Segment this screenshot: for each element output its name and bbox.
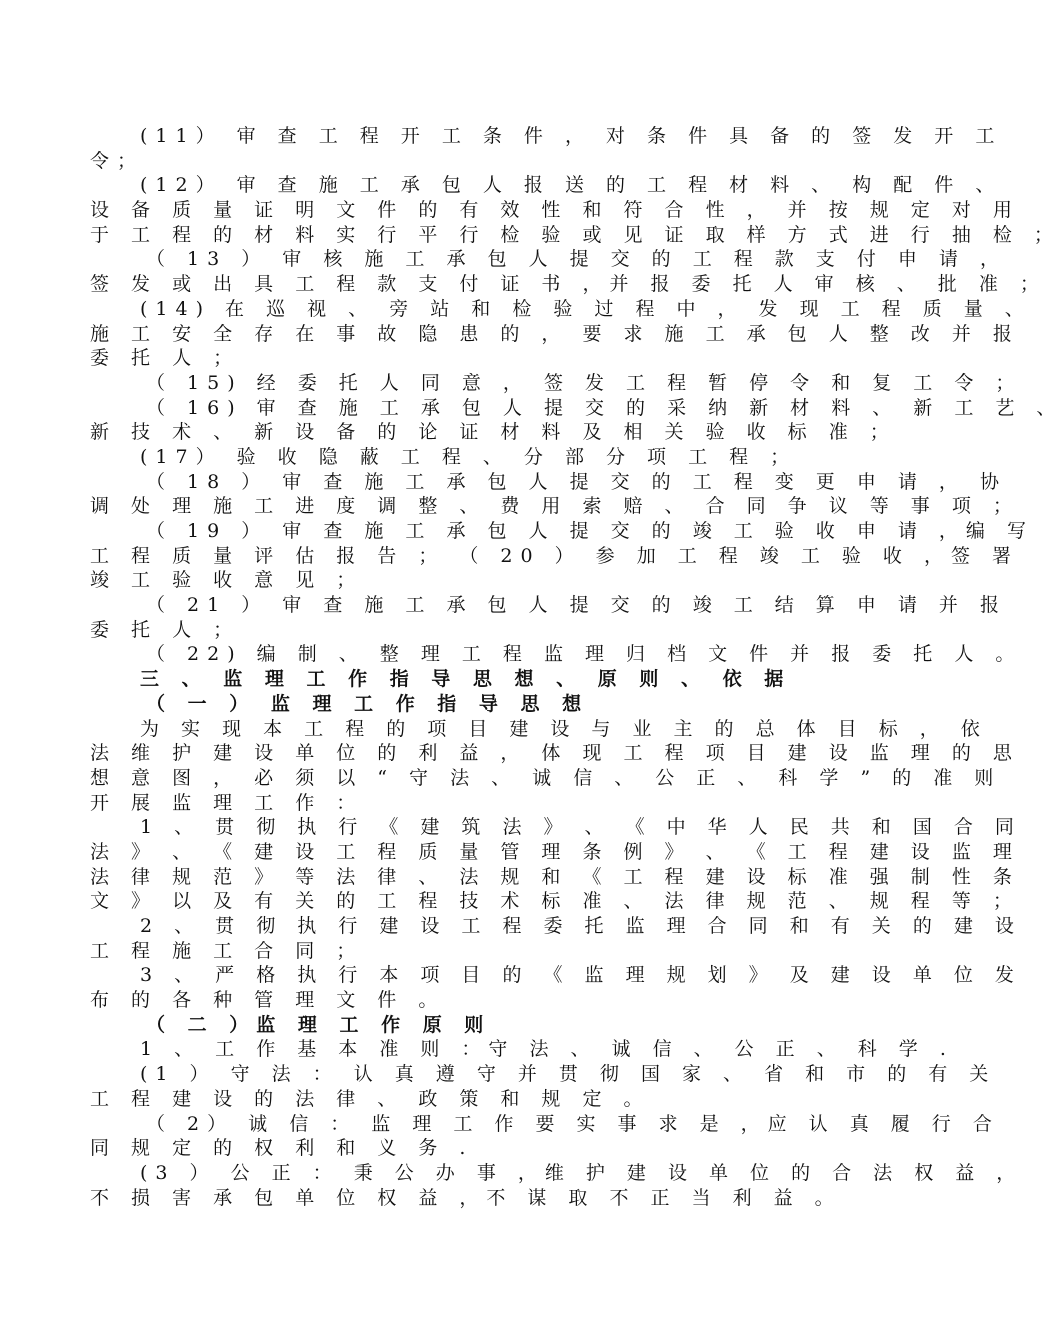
paragraph-line: 工 程 质 量 评 估 报 告 ； （ 20 ） 参 加 工 程 竣 工 验 收 ，签 署 xyxy=(90,544,1020,567)
paragraph-line: 布 的 各 种 管 理 文 件 。 xyxy=(90,989,446,1012)
paragraph-line: （ 13 ） 审 核 施 工 承 包 人 提 交 的 工 程 款 支 付 申 请 ， xyxy=(146,248,1007,271)
paragraph-line: (14) 在 巡 视 、 旁 站 和 检 验 过 程 中 ， 发 现 工 程 质 量 、 xyxy=(140,297,1032,320)
paragraph-line: 法 律 规 范 》 等 法 律 、 法 规 和 《 工 程 建 设 标 准 强 制 性 条 xyxy=(90,865,1020,888)
section-heading: 三 、 监 理 工 作 指 导 思 想 、 原 则 、 依 据 xyxy=(140,668,792,691)
paragraph-line: 1 、 工 作 基 本 准 则 ：守 法 、 诚 信 、 公 正 、 科 学 . xyxy=(140,1038,954,1061)
paragraph-line: 法 》 、 《 建 设 工 程 质 量 管 理 条 例 》 、 《 工 程 建 设 监 理 xyxy=(90,840,1020,863)
paragraph-line: 于 工 程 的 材 料 实 行 平 行 检 验 或 见 证 取 样 方 式 进 行 抽 检 ； xyxy=(90,223,1061,246)
paragraph-line: （ 19 ） 审 查 施 工 承 包 人 提 交 的 竣 工 验 收 申 请 ，编 写 xyxy=(146,520,1034,542)
paragraph-line: 新 技 术 、 新 设 备 的 论 证 材 料 及 相 关 验 收 标 准 ； xyxy=(90,421,897,444)
subsection-heading: （ 二 ）监 理 工 作 原 则 xyxy=(146,1013,492,1036)
paragraph-line: 1 、 贯 彻 执 行 《 建 筑 法 》 、 《 中 华 人 民 共 和 国 合 同 xyxy=(140,816,1022,839)
paragraph-line: （ 18 ） 审 查 施 工 承 包 人 提 交 的 工 程 变 更 申 请 ， 协 xyxy=(146,470,1007,493)
paragraph-line: (17） 验 收 隐 蔽 工 程 、 分 部 分 项 工 程 ； xyxy=(140,445,798,468)
paragraph-line: 施 工 安 全 存 在 事 故 隐 患 的 ， 要 求 施 工 承 包 人 整 改 并 报 xyxy=(90,322,1020,345)
paragraph-line: 委 托 人 ； xyxy=(90,347,241,370)
paragraph-line: (1 ） 守 法 ： 认 真 遵 守 并 贯 彻 国 家 、 省 和 市 的 有 关 xyxy=(140,1063,997,1086)
subsection-heading: （ 一 ） 监 理 工 作 指 导 思 想 xyxy=(146,692,590,715)
paragraph-line: 设 备 质 量 证 明 文 件 的 有 效 性 和 符 合 性 ， 并 按 规 定 对 用 xyxy=(90,199,1020,222)
paragraph-line: （ 2） 诚 信 ： 监 理 工 作 要 实 事 求 是 ，应 认 真 履 行 合 xyxy=(146,1112,1000,1135)
paragraph-line: 想 意 图 ， 必 须 以 “ 守 法 、 诚 信 、 公 正 、 科 学 ” 的 准 则 xyxy=(90,766,1002,789)
paragraph-line: 法 维 护 建 设 单 位 的 利 益 ， 体 现 工 程 项 目 建 设 监 理 的 思 xyxy=(90,742,1020,765)
paragraph-line: 同 规 定 的 权 利 和 义 务 . xyxy=(90,1137,474,1160)
paragraph-line: (11） 审 查 工 程 开 工 条 件 ， 对 条 件 具 备 的 签 发 开 工 xyxy=(140,125,1003,147)
paragraph-line: 为 实 现 本 工 程 的 项 目 建 设 与 业 主 的 总 体 目 标 ， 依 xyxy=(140,717,988,740)
paragraph-line: 工 程 建 设 的 法 律 、 政 策 和 规 定 。 xyxy=(90,1087,651,1110)
paragraph-line: 3 、 严 格 执 行 本 项 目 的 《 监 理 规 划 》 及 建 设 单 位 发 xyxy=(140,964,1022,987)
paragraph-line: （ 21 ） 审 查 施 工 承 包 人 提 交 的 竣 工 结 算 申 请 并 报 xyxy=(146,594,1007,617)
paragraph-line: 不 损 害 承 包 单 位 权 益 ，不 谋 取 不 正 当 利 益 。 xyxy=(90,1186,842,1209)
paragraph-line: 委 托 人 ； xyxy=(90,618,241,641)
paragraph-line: 竣 工 验 收 意 见 ； xyxy=(90,569,364,592)
paragraph-line: （ 22) 编 制 、 整 理 工 程 监 理 归 档 文 件 并 报 委 托 人 。 xyxy=(146,643,1023,666)
paragraph-line: 文 》 以 及 有 关 的 工 程 技 术 标 准 、 法 律 规 范 、 规 程 等 ； xyxy=(90,890,1020,913)
paragraph-line: （ 15) 经 委 托 人 同 意 ， 签 发 工 程 暂 停 令 和 复 工 令 ； xyxy=(146,371,1023,394)
paragraph-line: 令； xyxy=(90,149,145,172)
paragraph-line: 开 展 监 理 工 作 ： xyxy=(90,791,364,814)
paragraph-line: 2 、 贯 彻 执 行 建 设 工 程 委 托 监 理 合 同 和 有 关 的 建 设 xyxy=(140,915,1022,937)
paragraph-line: （ 16) 审 查 施 工 承 包 人 提 交 的 采 纳 新 材 料 、 新 工 艺 、 xyxy=(146,396,1063,419)
paragraph-line: (12） 审 查 施 工 承 包 人 报 送 的 工 程 材 料 、 构 配 件 、 xyxy=(140,174,1003,197)
paragraph-line: (3 ） 公 正 ： 秉 公 办 事 ，维 护 建 设 单 位 的 合 法 权 益 ， xyxy=(140,1161,1024,1184)
paragraph-line: 调 处 理 施 工 进 度 调 整 、 费 用 索 赔 、 合 同 争 议 等 事 项 ； xyxy=(90,495,1020,518)
paragraph-line: 工 程 施 工 合 同 ； xyxy=(90,939,364,962)
paragraph-line: 签 发 或 出 具 工 程 款 支 付 证 书 ，并 报 委 托 人 审 核 、 批 准 ； xyxy=(90,273,1047,296)
document-body xyxy=(90,124,1063,1210)
